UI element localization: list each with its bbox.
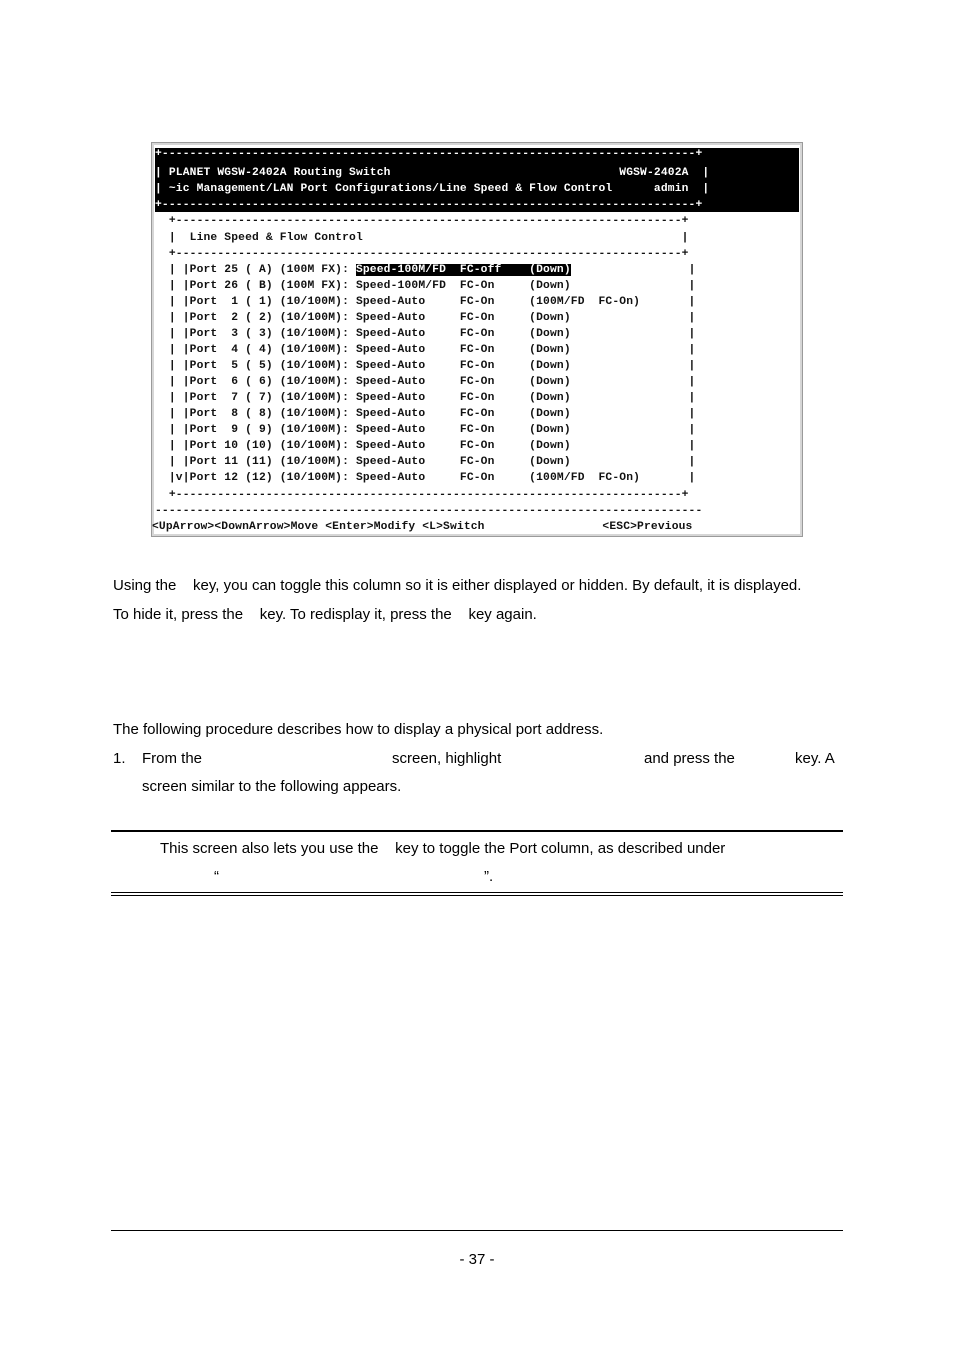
port-row[interactable] — [155, 456, 696, 469]
port-row[interactable] — [155, 280, 696, 293]
port-row-value: Speed-Auto FC-On (Down) | — [355, 440, 696, 452]
port-row-value: | — [570, 264, 696, 276]
box-bottom-border: +-------------------------------------------------------------------------+ — [155, 489, 689, 501]
page-number: - 37 - — [459, 1251, 495, 1268]
port-row-label: | |Port 10 (10) (10/100M): — [155, 440, 356, 452]
box-title: | Line Speed & Flow Control | — [155, 232, 689, 244]
port-row-value: Speed-Auto FC-On (Down) | — [355, 344, 696, 356]
terminal-header-bottom: +-----------------------------------------------------------------------------+ — [155, 199, 703, 211]
port-row[interactable] — [155, 312, 696, 325]
port-row[interactable] — [155, 376, 696, 389]
paragraph-toggle-line2: To hide it, press the key. To redisplay it, press the key again. — [113, 606, 537, 623]
port-row-label: | |Port 9 ( 9) (10/100M): — [155, 424, 356, 436]
paragraph-procedure: The following procedure describes how to display a physical port address. — [113, 721, 604, 738]
port-row-label: |v|Port 12 (12) (10/100M): — [155, 472, 356, 484]
step1-press: and press the — [644, 750, 735, 767]
port-row[interactable] — [155, 392, 696, 405]
port-row-label: | |Port 26 ( B) (100M FX): — [155, 280, 356, 292]
port-row-label: | |Port 7 ( 7) (10/100M): — [155, 392, 356, 404]
port-row-label: | |Port 6 ( 6) (10/100M): — [155, 376, 356, 388]
port-row-label: | |Port 11 (11) (10/100M): — [155, 456, 356, 468]
port-row[interactable] — [155, 360, 696, 373]
port-row-value: Speed-Auto FC-On (Down) | — [355, 328, 696, 340]
port-row-label: | |Port 5 ( 5) (10/100M): — [155, 360, 356, 372]
port-row-value: Speed-Auto FC-On (Down) | — [355, 456, 696, 468]
port-row-label: | |Port 8 ( 8) (10/100M): — [155, 408, 356, 420]
port-row-value: Speed-Auto FC-On (Down) | — [355, 424, 696, 436]
terminal-screenshot — [151, 142, 803, 537]
note-line1: This screen also lets you use the key to toggle the Port column, as described under — [160, 840, 726, 857]
port-row[interactable] — [155, 424, 696, 437]
terminal-footer-keys: <UpArrow><DownArrow>Move <Enter>Modify <L>Switch <ESC>Previous — [152, 521, 693, 533]
port-row-value: Speed-Auto FC-On (Down) | — [355, 312, 696, 324]
note-top-rule — [111, 830, 843, 832]
port-row-label: | |Port 1 ( 1) (10/100M): — [155, 296, 356, 308]
port-row[interactable] — [155, 472, 696, 485]
port-row[interactable] — [155, 408, 696, 421]
port-row-value: Speed-Auto FC-On (100M/FD FC-On) | — [355, 296, 696, 308]
step1-key: key. A — [795, 750, 835, 767]
step1-from: From the — [142, 750, 203, 767]
step-number: 1. — [113, 750, 126, 767]
note-bottom-rule-1 — [111, 892, 843, 893]
port-row[interactable] — [155, 344, 696, 357]
terminal-header-path: | ~ic Management/LAN Port Configurations/Line Speed & Flow Control admin | — [155, 183, 710, 195]
terminal-header-top: +-----------------------------------------------------------------------------+ — [155, 148, 703, 160]
port-row-selected-value: Speed-100M/FD FC-off (Down) — [355, 264, 571, 276]
note-close-quote: ”. — [484, 868, 494, 885]
paragraph-toggle-line1: Using the key, you can toggle this column so it is either displayed or hidden. By default, it is displayed. — [113, 577, 802, 594]
port-row[interactable] — [155, 296, 696, 309]
port-row[interactable] — [155, 328, 696, 341]
terminal-header-title: | PLANET WGSW-2402A Routing Switch WGSW-2402A | — [155, 167, 710, 179]
note-open-quote: “ — [214, 868, 219, 885]
port-row-label: | |Port 3 ( 3) (10/100M): — [155, 328, 356, 340]
port-row-label: | |Port 2 ( 2) (10/100M): — [155, 312, 356, 324]
step1-line2: screen similar to the following appears. — [142, 778, 402, 795]
footer-rule-line — [111, 1230, 843, 1231]
port-row-label: | |Port 4 ( 4) (10/100M): — [155, 344, 356, 356]
step1-screen-highlight: screen, highlight — [392, 750, 502, 767]
port-row[interactable] — [155, 440, 696, 453]
port-row-value: Speed-Auto FC-On (Down) | — [355, 392, 696, 404]
port-row[interactable] — [155, 264, 696, 277]
port-row-value: Speed-Auto FC-On (100M/FD FC-On) | — [355, 472, 696, 484]
box-top-border: +-------------------------------------------------------------------------+ — [155, 215, 689, 227]
port-row-value: Speed-100M/FD FC-On (Down) | — [355, 280, 696, 292]
note-bottom-rule-2 — [111, 895, 843, 896]
footer-rule: ------------------------------------------------------------------------------- — [155, 505, 703, 517]
box-separator: +-------------------------------------------------------------------------+ — [155, 248, 689, 260]
port-row-value: Speed-Auto FC-On (Down) | — [355, 408, 696, 420]
port-row-label: | |Port 25 ( A) (100M FX): — [155, 264, 356, 276]
port-row-value: Speed-Auto FC-On (Down) | — [355, 360, 696, 372]
port-row-value: Speed-Auto FC-On (Down) | — [355, 376, 696, 388]
